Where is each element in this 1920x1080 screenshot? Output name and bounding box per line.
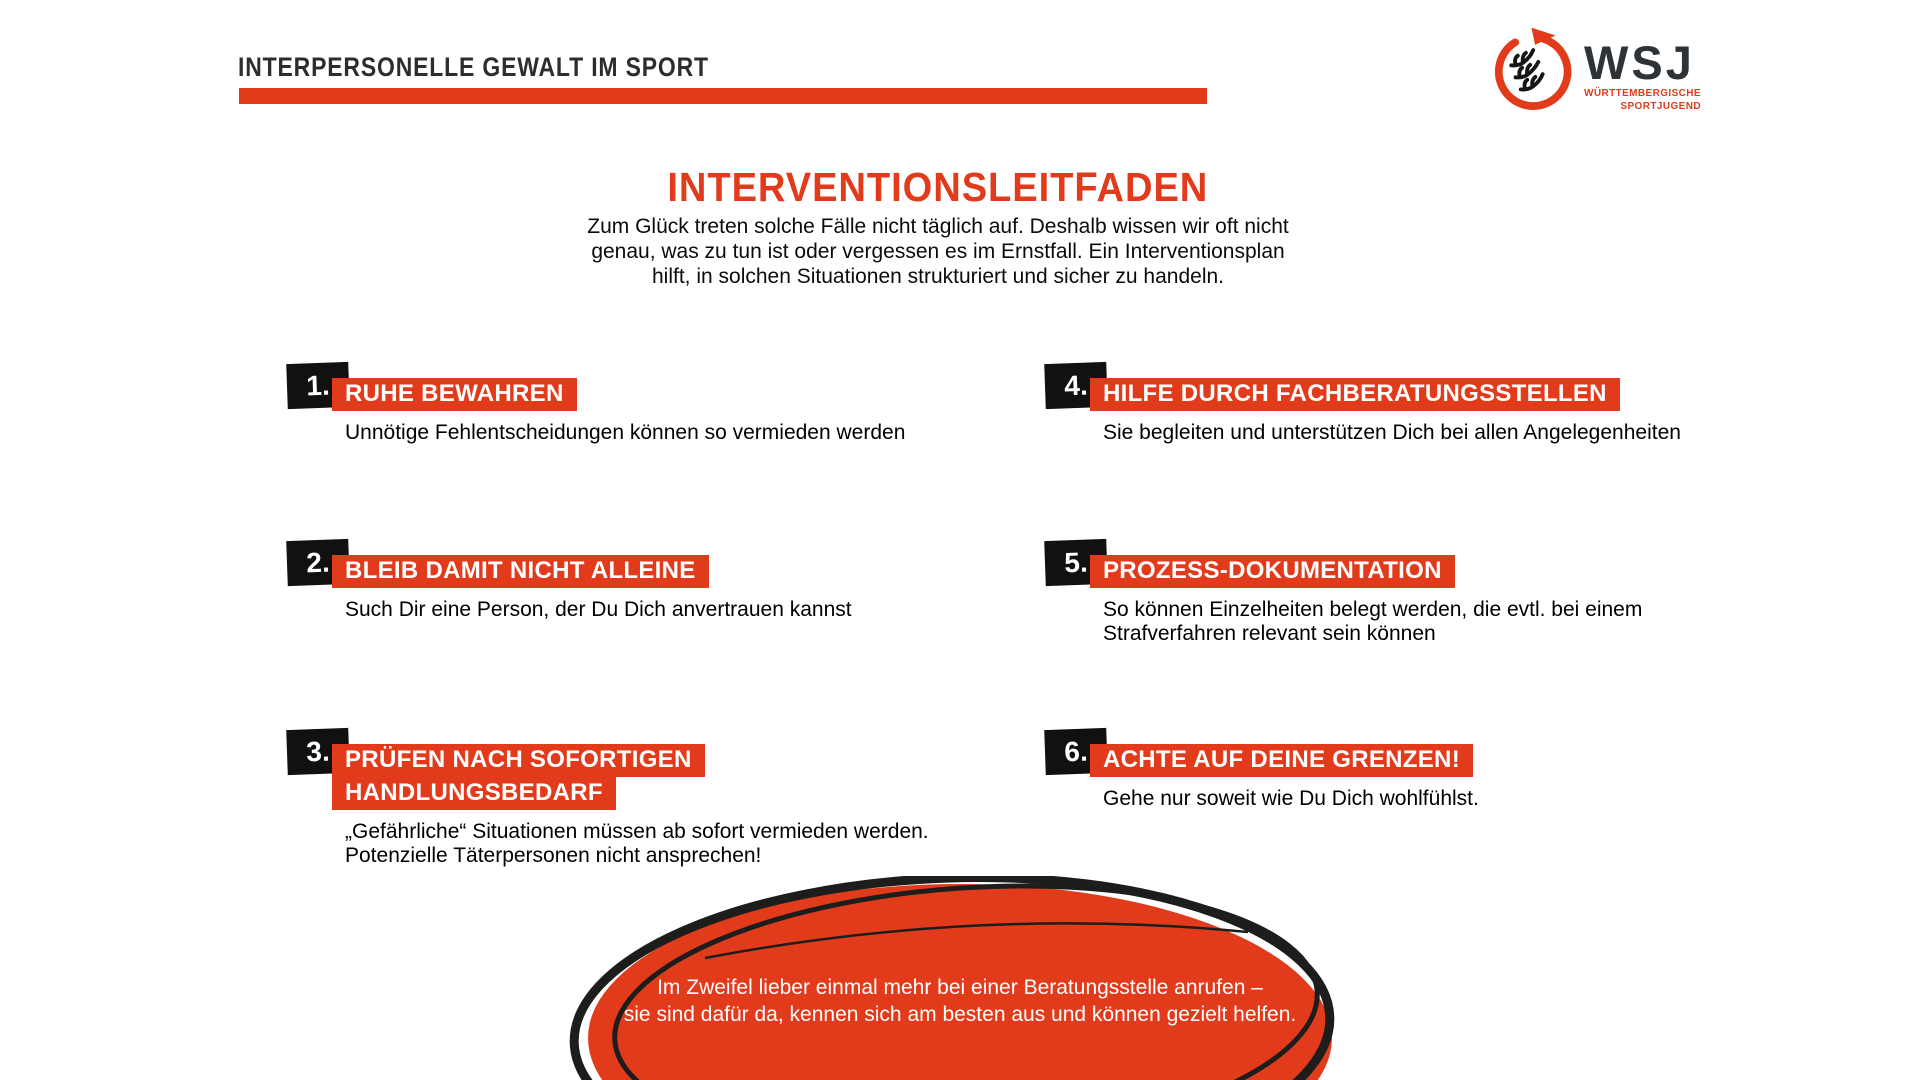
- step-number-badge: 6.: [1044, 728, 1108, 775]
- step-heading: RUHE BEWAHREN: [332, 378, 577, 411]
- callout-line: Im Zweifel lieber einmal mehr bei einer Beratungsstelle anrufen –: [657, 976, 1263, 999]
- page-kicker: INTERPERSONELLE GEWALT IM SPORT: [238, 52, 709, 82]
- step-heading: PROZESS-DOKUMENTATION: [1090, 555, 1455, 588]
- wsj-logo-icon: [1492, 26, 1578, 117]
- step-body: [345, 421, 905, 445]
- step-heading: PRÜFEN NACH SOFORTIGEN: [332, 744, 705, 777]
- step-body-line: Potenzielle Täterpersonen nicht ansprechen!: [345, 844, 762, 867]
- step-body-line: Such Dir eine Person, der Du Dich anvertrauen kannst: [345, 598, 852, 621]
- logo-org-line2: SPORTJUGEND: [1620, 101, 1701, 112]
- step-item-3: [287, 729, 929, 868]
- logo-acronym: WSJ: [1584, 36, 1695, 89]
- step-heading: HILFE DURCH FACHBERATUNGSSTELLEN: [1090, 378, 1620, 411]
- step-body-line: So können Einzelheiten belegt werden, die evtl. bei einem: [1103, 598, 1643, 621]
- step-body: [1103, 421, 1681, 445]
- logo-text-block: [1584, 36, 1701, 112]
- step-item-4: [1045, 363, 1681, 445]
- step-item-1: [287, 363, 905, 445]
- step-body-line: Sie begleiten und unterstützen Dich bei allen Angelegenheiten: [1103, 421, 1681, 444]
- callout-text: [560, 974, 1360, 1028]
- step-item-5: [1045, 540, 1642, 646]
- kicker-underline: [239, 88, 1207, 104]
- step-body-line: Unnötige Fehlentscheidungen können so vermieden werden: [345, 421, 906, 444]
- step-body-line: „Gefährliche“ Situationen müssen ab sofort vermieden werden.: [345, 820, 929, 843]
- step-body: [345, 820, 929, 868]
- step-heading: HANDLUNGSBEDARF: [332, 777, 616, 810]
- step-number-badge: 2.: [286, 539, 350, 586]
- step-item-6: [1045, 729, 1479, 811]
- step-number-badge: 1.: [286, 362, 350, 409]
- logo-org-line1: WÜRTTEMBERGISCHE: [1584, 88, 1701, 99]
- intro-line: genau, was zu tun ist oder vergessen es im Ernstfall. Ein Interventionsplan: [591, 240, 1285, 263]
- step-item-2: [287, 540, 852, 622]
- step-body: [1103, 598, 1642, 646]
- step-number-badge: 4.: [1044, 362, 1108, 409]
- step-body: [1103, 787, 1479, 811]
- intro-line: hilft, in solchen Situationen strukturiert und sicher zu handeln.: [652, 265, 1224, 288]
- step-body: [345, 598, 852, 622]
- step-body-line: Gehe nur soweit wie Du Dich wohlfühlst.: [1103, 787, 1479, 810]
- step-number-badge: 3.: [286, 728, 350, 775]
- page-title: INTERVENTIONSLEITFADEN: [667, 164, 1209, 210]
- intro-paragraph: [258, 214, 1618, 289]
- step-number-badge: 5.: [1044, 539, 1108, 586]
- step-heading: ACHTE AUF DEINE GRENZEN!: [1090, 744, 1473, 777]
- intro-line: Zum Glück treten solche Fälle nicht täglich auf. Deshalb wissen wir oft nicht: [587, 215, 1289, 238]
- step-body-line: Strafverfahren relevant sein können: [1103, 622, 1436, 645]
- step-heading: BLEIB DAMIT NICHT ALLEINE: [332, 555, 709, 588]
- callout-line: sie sind dafür da, kennen sich am besten aus und können gezielt helfen.: [623, 1003, 1297, 1026]
- wsj-logo: [1492, 26, 1701, 117]
